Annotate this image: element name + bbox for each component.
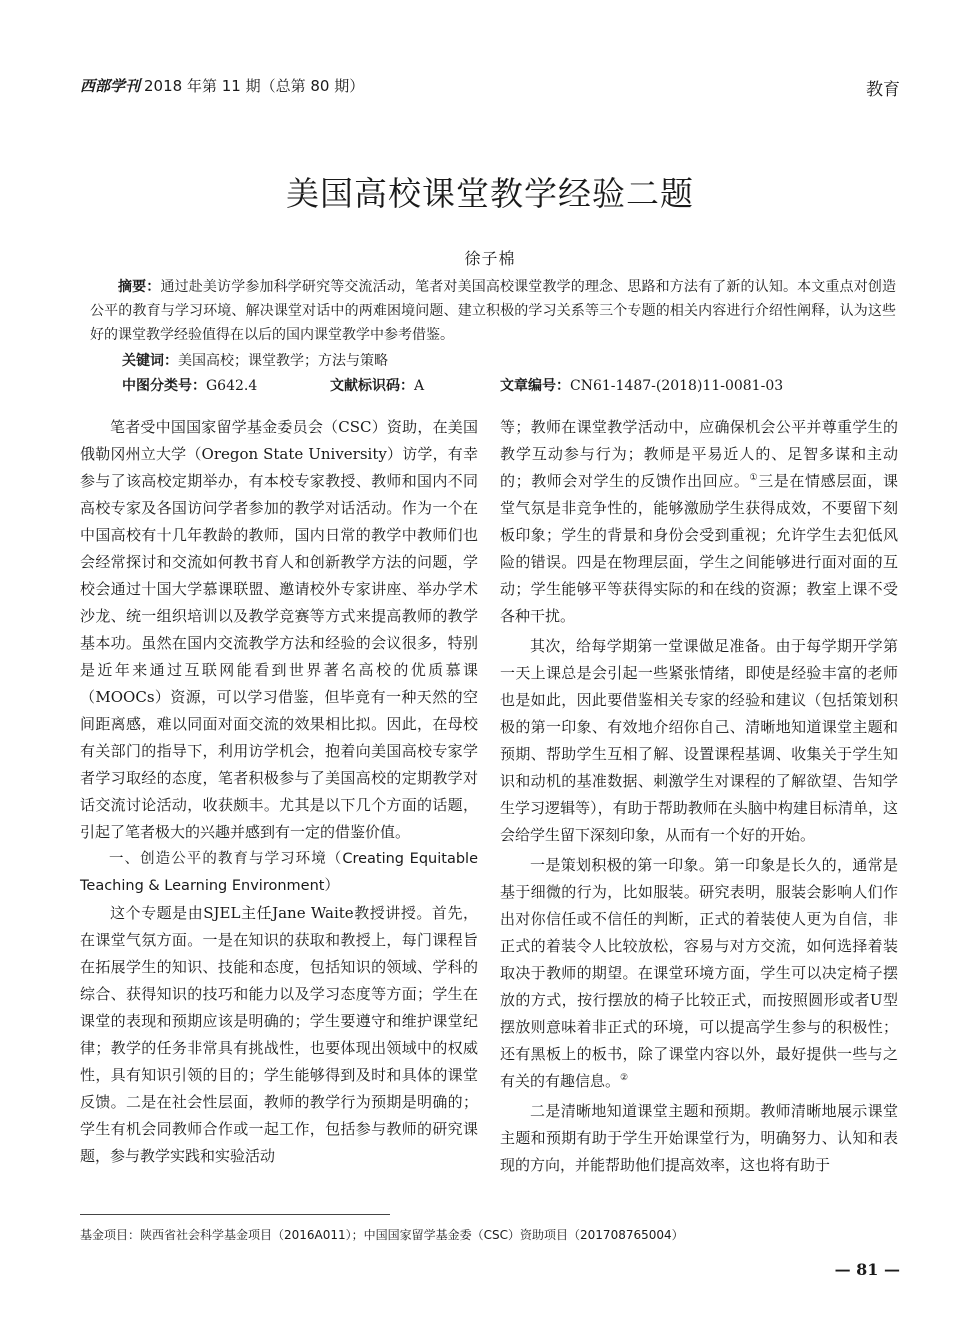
abstract-label: 摘要：: [118, 279, 161, 295]
funding-footnote: 基金项目：陕西省社会科学基金项目（2016A011）；中国国家留学基金委（CSC）资助项目（201708765004）: [80, 1228, 684, 1242]
doc-code-value: A: [414, 378, 425, 394]
classification-line: [122, 375, 257, 395]
abstract-text: 通过赴美访学参加科学研究等交流活动，笔者对美国高校课堂教学的理念、思路和方法有了新的认知。本文重点对创造公平的教育与学习环境、解决课堂对话中的两难困境问题、建立积极的学习关系等三个专题的相关内容进行介绍性阐释，认为这些好的课堂教学经验值得在以后的国内课堂教学中参考借鉴。: [90, 279, 897, 343]
paragraph-text: 等；教师在课堂教学活动中，应确保机会公平并尊重学生的教学互动参与行为；教师是平易近人的、足智多谋和主动的；教师会对学生的反馈作出回应。: [500, 418, 898, 490]
journal-header: [80, 75, 364, 96]
footnote-divider: [80, 1214, 390, 1215]
issue-info: 2018 年第 11 期（总第 80 期）: [144, 77, 365, 95]
section-label: 教育: [866, 80, 900, 100]
footnote-marker: ②: [620, 1073, 629, 1083]
body-paragraph: [500, 852, 898, 1095]
body-paragraph: 这个专题是由SJEL主任Jane Waite教授讲授。首先，在课堂气氛方面。一是在知识的获取和教授上，每门课程旨在拓展学生的知识、技能和态度，包括知识的领域、学科的综合、获得知识的技巧和能力以及学习态度等方面；学生在课堂的表现和预期应该是明确的；学生要遵守和维护课堂纪律；教学的任务非常具有挑战性，也要体现出领域中的权威性，具有知识引领的目的；学生能够得到及时和具体的课堂反馈。二是在社会性层面，教师的教学行为预期是明确的；学生有机会同教师合作或一起工作，包括参与教师的研究课题，参与教学实践和实验活动: [80, 904, 478, 1165]
journal-name: 西部学刊: [80, 77, 141, 95]
classification-label: 中图分类号：: [122, 378, 206, 394]
keywords-text: 美国高校；课堂教学；方法与策略: [178, 353, 388, 369]
article-number-line: [500, 375, 783, 395]
footnote-marker: ①: [749, 473, 759, 483]
abstract: [90, 275, 896, 347]
article-number-value: CN61-1487-(2018)11-0081-03: [570, 378, 784, 394]
body-paragraph: [500, 414, 898, 630]
body-paragraph: 笔者受中国国家留学基金委员会（CSC）资助，在美国俄勒冈州立大学（Oregon State University）访学，有幸参与了该高校定期举办，有本校专家教授、教师和国内不同高校专家及各国访问学者参加的教学对话活动。作为一个在中国高校有十几年教龄的教师，国内日常的教学中教师们也会经常探讨和交流如何教书育人和创新教学方法的问题，学校会通过十国大学慕课联盟、邀请校外专家讲座、举办学术沙龙、统一组织培训以及教学竞赛等方式来提高教师的教学基本功。虽然在国内交流教学方法和经验的会议很多，特别是近年来通过互联网能看到世界著名高校的优质慕课（MOOCs）资源，可以学习借鉴，但毕竟有一种天然的空间距离感，难以同面对面交流的效果相比拟。因此，在母校有关部门的指导下，利用访学机会，抱着向美国高校专家学者学习取经的态度，笔者积极参与了美国高校的定期教学对话交流讨论活动，收获颇丰。尤其是以下几个方面的话题，引起了笔者极大的兴趣并感到有一定的借鉴价值。: [80, 418, 478, 841]
body-column-right: [500, 414, 898, 1179]
section-heading: 一、创造公平的教育与学习环境（Creating Equitable Teaching & Learning Environment）: [80, 851, 478, 894]
body-paragraph: 二是清晰地知道课堂主题和预期。教师清晰地展示课堂主题和预期有助于学生开始课堂行为，明确努力、认知和表现的方向，并能帮助他们提高效率，这也将有助于: [500, 1102, 898, 1174]
doc-code-label: 文献标识码：: [330, 378, 414, 394]
classification-value: G642.4: [206, 378, 258, 394]
article-number-label: 文章编号：: [500, 378, 570, 394]
paragraph-text: 三是在情感层面，课堂气氛是非竞争性的，能够激励学生获得成效，不要留下刻板印象；学生的背景和身份会受到重视；允许学生去犯低风险的错误。四是在物理层面，学生之间能够进行面对面的互动；学生能够平等获得实际的和在线的资源；教室上课不受各种干扰。: [500, 472, 898, 625]
author-name: 徐子棉: [464, 249, 516, 268]
doc-code-line: [330, 375, 424, 395]
keywords-line: [122, 350, 388, 370]
article-title: 美国高校课堂教学经验二题: [286, 174, 694, 213]
keywords-label: 关键词：: [122, 353, 178, 369]
body-column-left: [80, 414, 478, 1170]
paragraph-text: 一是策划积极的第一印象。第一印象是长久的，通常是基于细微的行为，比如服装。研究表明，服装会影响人们作出对你信任或不信任的判断，正式的着装使人更为自信，非正式的着装令人比较放松，容易与对方交流，如何选择着装取决于教师的期望。在课堂环境方面，学生可以决定椅子摆放的方式，按行摆放的椅子比较正式，而按照圆形或者U型摆放则意味着非正式的环境，可以提高学生参与的积极性；还有黑板上的板书，除了课堂内容以外，最好提供一些与之有关的有趣信息。: [500, 856, 898, 1090]
page-number: — 81 —: [834, 1260, 900, 1279]
body-paragraph: 其次，给每学期第一堂课做足准备。由于每学期开学第一天上课总是会引起一些紧张情绪，即使是经验丰富的老师也是如此，因此要借鉴相关专家的经验和建议（包括策划积极的第一印象、有效地介绍你自己、清晰地知道课堂主题和预期、帮助学生互相了解、设置课程基调、收集关于学生知识和动机的基准数据、刺激学生对课程的了解欲望、告知学生学习逻辑等），有助于帮助教师在头脑中构建目标清单，这会给学生留下深刻印象，从而有一个好的开始。: [500, 637, 898, 844]
